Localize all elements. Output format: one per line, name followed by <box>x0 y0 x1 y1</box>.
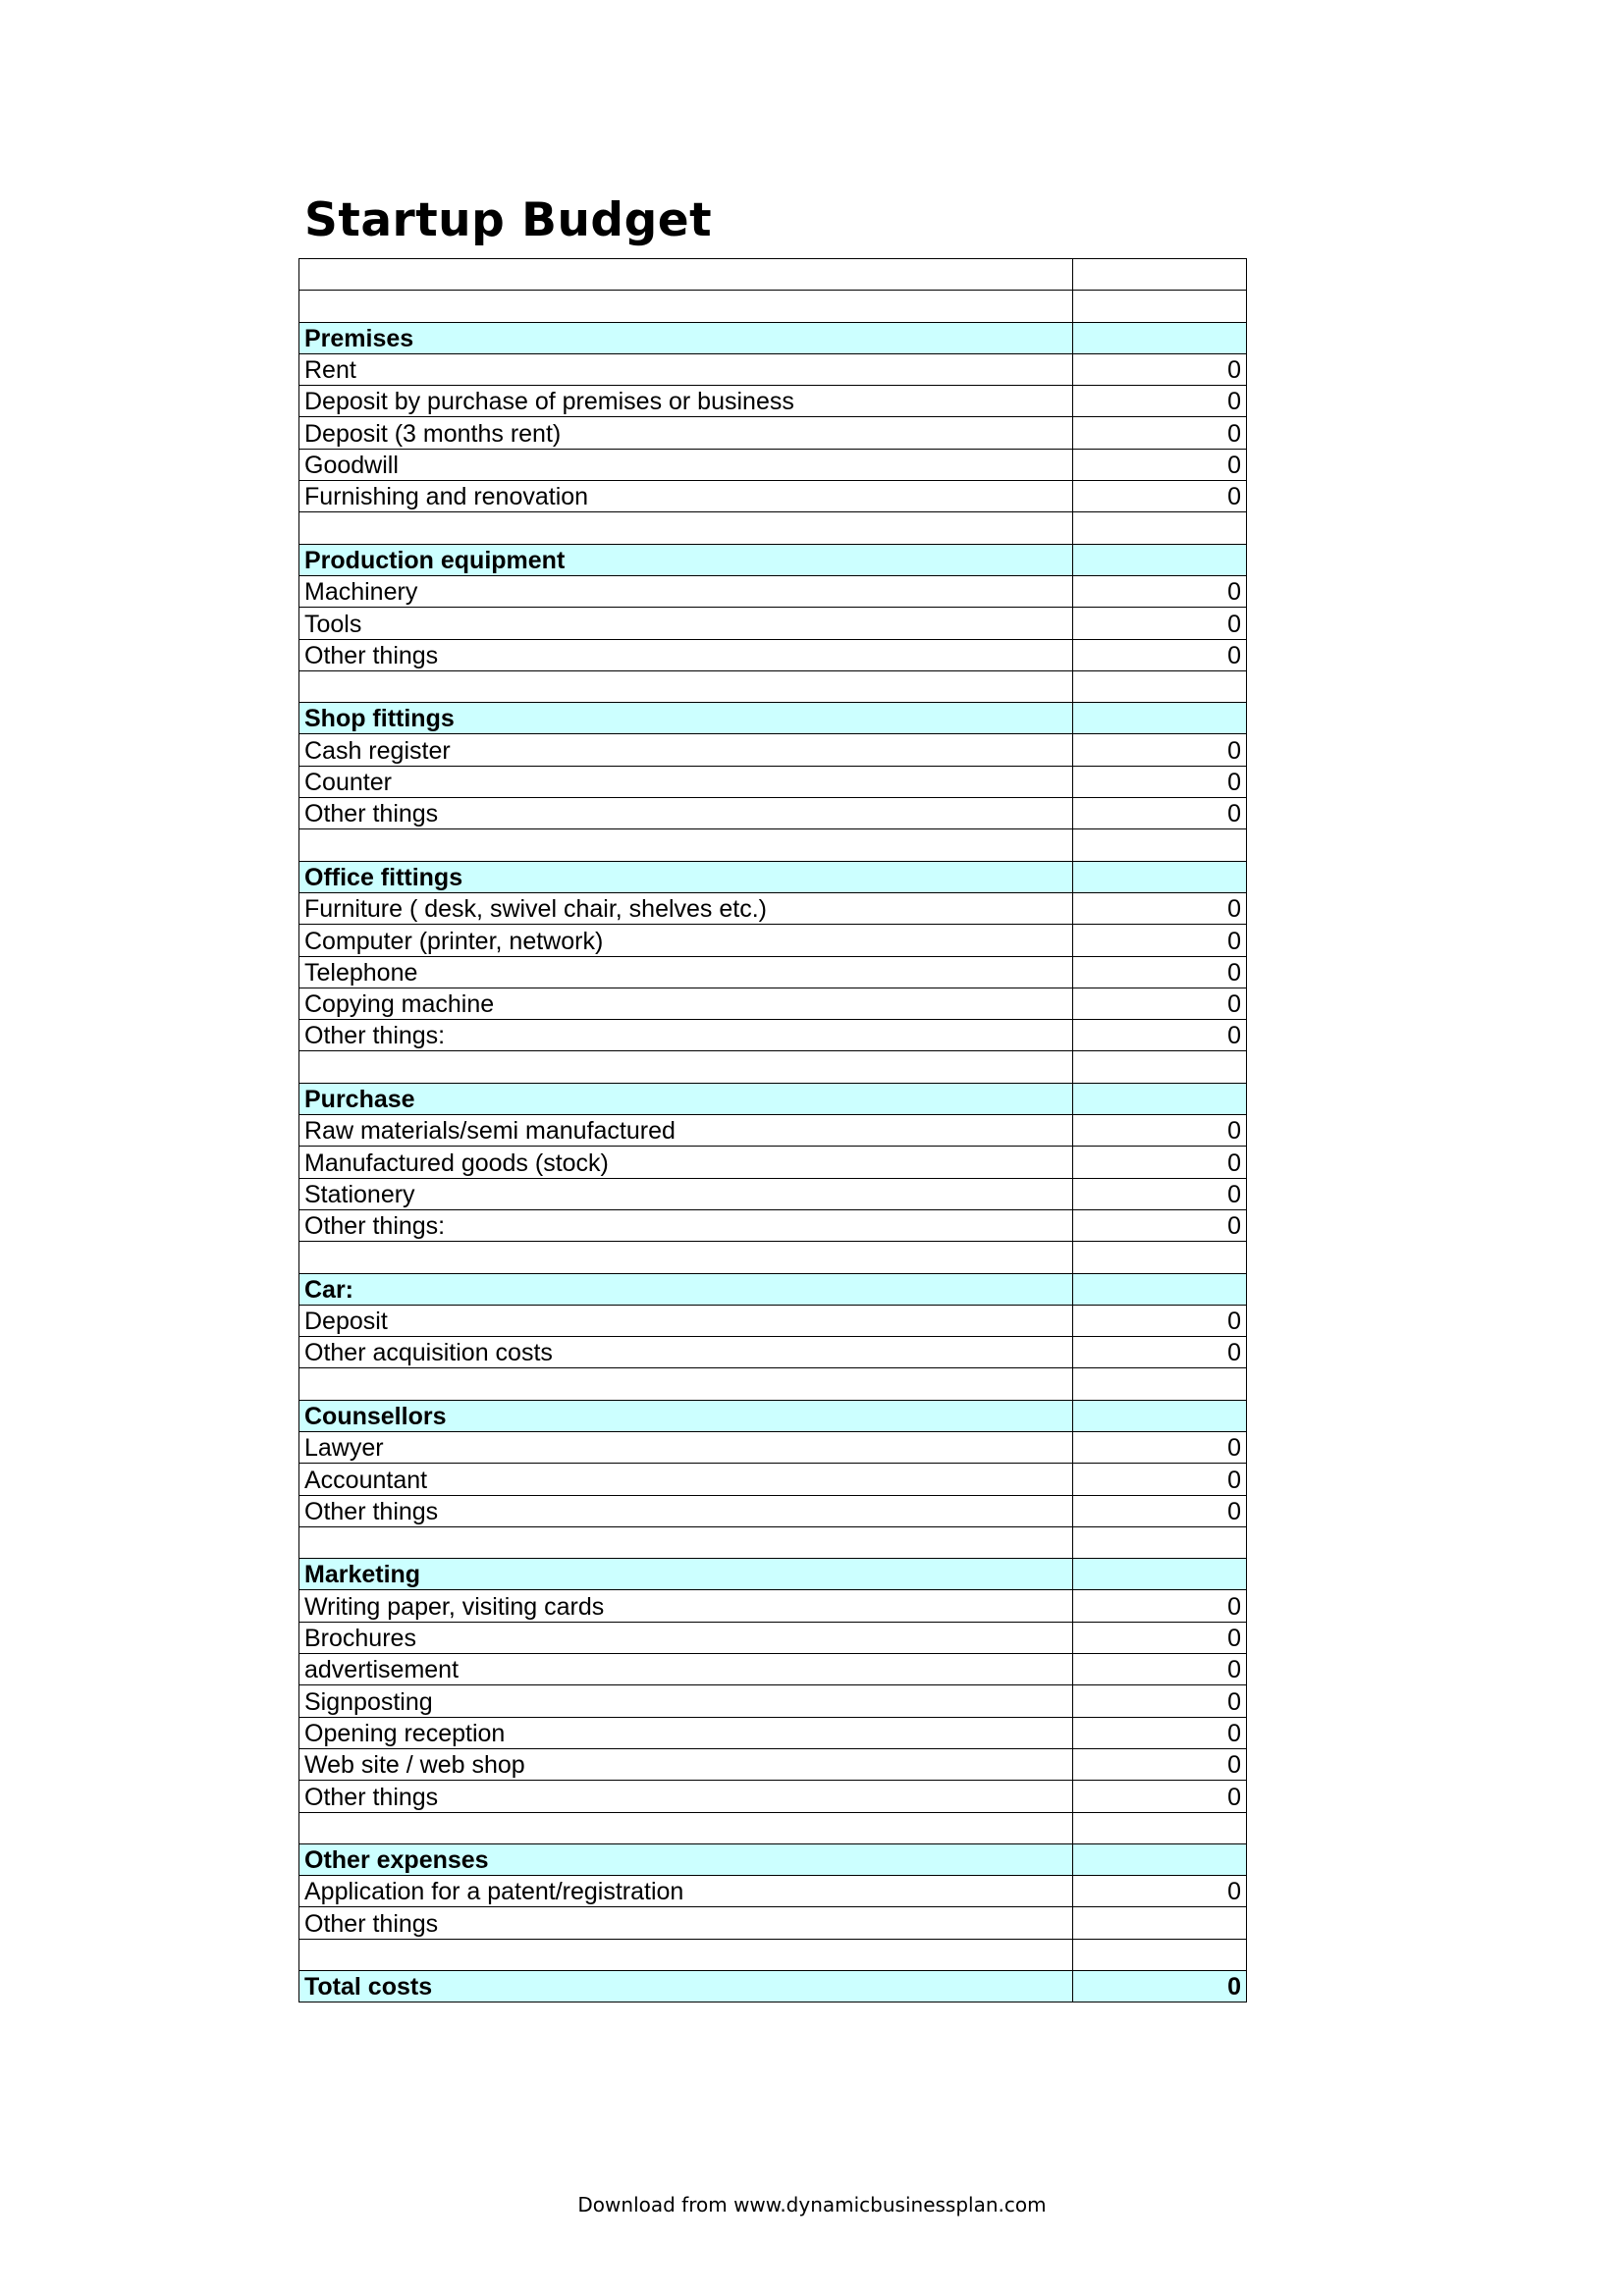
line-item-row <box>299 1147 1247 1178</box>
item-label[interactable]: Other things <box>299 1907 1073 1939</box>
item-label[interactable]: Accountant <box>299 1464 1073 1495</box>
item-amount[interactable]: 0 <box>1073 1305 1247 1336</box>
item-amount[interactable]: 0 <box>1073 608 1247 639</box>
item-label <box>299 512 1073 544</box>
item-amount[interactable]: 0 <box>1073 892 1247 924</box>
item-label <box>299 1526 1073 1558</box>
item-label[interactable]: Other things <box>299 1495 1073 1526</box>
line-item-row <box>299 1654 1247 1685</box>
item-label[interactable]: Other things <box>299 1781 1073 1812</box>
item-amount[interactable]: 0 <box>1073 449 1247 480</box>
total-label: Total costs <box>299 1971 1073 2002</box>
item-amount[interactable]: 0 <box>1073 925 1247 956</box>
item-label[interactable]: Machinery <box>299 575 1073 607</box>
section-header-row <box>299 1559 1247 1590</box>
item-label[interactable]: Raw materials/semi manufactured <box>299 1115 1073 1147</box>
line-item-row <box>299 417 1247 449</box>
section-label: Counsellors <box>299 1400 1073 1431</box>
item-label[interactable]: Web site / web shop <box>299 1748 1073 1780</box>
item-amount[interactable]: 0 <box>1073 1654 1247 1685</box>
line-item-row <box>299 639 1247 670</box>
item-amount[interactable]: 0 <box>1073 1717 1247 1748</box>
item-label[interactable]: Other things: <box>299 1020 1073 1051</box>
item-amount[interactable]: 0 <box>1073 1748 1247 1780</box>
item-label[interactable]: Tools <box>299 608 1073 639</box>
blank-row <box>299 1242 1247 1273</box>
item-label <box>299 1939 1073 1970</box>
item-amount <box>1073 1273 1247 1305</box>
item-amount[interactable]: 0 <box>1073 1020 1247 1051</box>
line-item-row <box>299 1337 1247 1368</box>
item-amount[interactable]: 0 <box>1073 386 1247 417</box>
section-header-row <box>299 1400 1247 1431</box>
line-item-row <box>299 1464 1247 1495</box>
item-amount <box>1073 1559 1247 1590</box>
line-item-row <box>299 1115 1247 1147</box>
blank-row <box>299 259 1247 291</box>
footer-download-note: Download from www.dynamicbusinessplan.com <box>577 2193 1047 2216</box>
total-amount: 0 <box>1073 1971 1247 2002</box>
item-amount <box>1073 1368 1247 1400</box>
line-item-row <box>299 1431 1247 1463</box>
item-label <box>299 670 1073 702</box>
line-item-row <box>299 481 1247 512</box>
line-item-row <box>299 1907 1247 1939</box>
budget-table <box>298 258 1247 2002</box>
blank-row <box>299 829 1247 861</box>
blank-row <box>299 1526 1247 1558</box>
item-amount <box>1073 1843 1247 1875</box>
item-label[interactable]: Rent <box>299 353 1073 385</box>
item-amount <box>1073 670 1247 702</box>
line-item-row <box>299 1622 1247 1653</box>
blank-row <box>299 1368 1247 1400</box>
section-label: Shop fittings <box>299 703 1073 734</box>
item-label[interactable]: Computer (printer, network) <box>299 925 1073 956</box>
item-amount <box>1073 861 1247 892</box>
item-amount[interactable]: 0 <box>1073 353 1247 385</box>
item-label[interactable]: Application for a patent/registration <box>299 1876 1073 1907</box>
section-header-row <box>299 322 1247 353</box>
item-label[interactable]: Deposit by purchase of premises or business <box>299 386 1073 417</box>
item-amount[interactable]: 0 <box>1073 956 1247 988</box>
line-item-row <box>299 1876 1247 1907</box>
item-amount[interactable]: 0 <box>1073 639 1247 670</box>
item-label[interactable]: Opening reception <box>299 1717 1073 1748</box>
line-item-row <box>299 575 1247 607</box>
item-label <box>299 1368 1073 1400</box>
item-label[interactable]: Copying machine <box>299 988 1073 1019</box>
section-label: Premises <box>299 322 1073 353</box>
item-amount[interactable]: 0 <box>1073 1115 1247 1147</box>
section-label: Purchase <box>299 1083 1073 1114</box>
section-header-row <box>299 1273 1247 1305</box>
section-label: Other expenses <box>299 1843 1073 1875</box>
line-item-row <box>299 1495 1247 1526</box>
budget-table-body <box>299 259 1247 2002</box>
line-item-row <box>299 1748 1247 1780</box>
item-amount <box>1073 829 1247 861</box>
line-item-row <box>299 925 1247 956</box>
item-amount[interactable]: 0 <box>1073 798 1247 829</box>
section-label: Car: <box>299 1273 1073 1305</box>
blank-row <box>299 512 1247 544</box>
item-label[interactable]: Lawyer <box>299 1431 1073 1463</box>
item-label <box>299 259 1073 291</box>
section-label: Production equipment <box>299 544 1073 575</box>
line-item-row <box>299 1781 1247 1812</box>
item-amount <box>1073 259 1247 291</box>
item-label[interactable]: Cash register <box>299 734 1073 766</box>
item-label[interactable]: Other things: <box>299 1209 1073 1241</box>
item-label <box>299 1812 1073 1843</box>
item-label[interactable]: Brochures <box>299 1622 1073 1653</box>
item-amount[interactable]: 0 <box>1073 1464 1247 1495</box>
page-title: Startup Budget <box>304 193 713 247</box>
item-amount[interactable]: 0 <box>1073 766 1247 797</box>
item-label[interactable]: Signposting <box>299 1685 1073 1717</box>
line-item-row <box>299 1209 1247 1241</box>
item-label[interactable]: Manufactured goods (stock) <box>299 1147 1073 1178</box>
item-amount[interactable]: 0 <box>1073 1876 1247 1907</box>
line-item-row <box>299 1020 1247 1051</box>
item-label[interactable]: Other things <box>299 639 1073 670</box>
item-amount[interactable]: 0 <box>1073 1622 1247 1653</box>
item-amount[interactable]: 0 <box>1073 1781 1247 1812</box>
item-amount[interactable]: 0 <box>1073 1147 1247 1178</box>
blank-row <box>299 1051 1247 1083</box>
line-item-row <box>299 956 1247 988</box>
item-label[interactable]: Deposit (3 months rent) <box>299 417 1073 449</box>
item-amount[interactable]: 0 <box>1073 734 1247 766</box>
item-label[interactable]: Furniture ( desk, swivel chair, shelves etc.) <box>299 892 1073 924</box>
line-item-row <box>299 1178 1247 1209</box>
blank-row <box>299 670 1247 702</box>
section-header-row <box>299 1843 1247 1875</box>
section-header-row <box>299 703 1247 734</box>
line-item-row <box>299 386 1247 417</box>
line-item-row <box>299 734 1247 766</box>
line-item-row <box>299 988 1247 1019</box>
item-label[interactable]: Other things <box>299 798 1073 829</box>
item-amount <box>1073 291 1247 322</box>
line-item-row <box>299 798 1247 829</box>
item-label[interactable]: Goodwill <box>299 449 1073 480</box>
item-amount[interactable]: 0 <box>1073 1209 1247 1241</box>
line-item-row <box>299 892 1247 924</box>
item-amount <box>1073 1400 1247 1431</box>
item-label <box>299 291 1073 322</box>
item-amount[interactable]: 0 <box>1073 1178 1247 1209</box>
blank-row <box>299 1812 1247 1843</box>
item-amount[interactable]: 0 <box>1073 1590 1247 1622</box>
section-header-row <box>299 544 1247 575</box>
item-label[interactable]: Other acquisition costs <box>299 1337 1073 1368</box>
item-amount[interactable]: 0 <box>1073 417 1247 449</box>
item-label <box>299 1051 1073 1083</box>
line-item-row <box>299 1685 1247 1717</box>
item-amount[interactable]: 0 <box>1073 1337 1247 1368</box>
line-item-row <box>299 1717 1247 1748</box>
line-item-row <box>299 766 1247 797</box>
line-item-row <box>299 608 1247 639</box>
item-label <box>299 829 1073 861</box>
item-label[interactable]: Furnishing and renovation <box>299 481 1073 512</box>
item-label[interactable]: Writing paper, visiting cards <box>299 1590 1073 1622</box>
line-item-row <box>299 449 1247 480</box>
item-label[interactable]: Counter <box>299 766 1073 797</box>
item-amount[interactable]: 0 <box>1073 1685 1247 1717</box>
item-amount <box>1073 1242 1247 1273</box>
item-label <box>299 1242 1073 1273</box>
section-header-row <box>299 861 1247 892</box>
item-amount <box>1073 322 1247 353</box>
section-header-row <box>299 1083 1247 1114</box>
line-item-row <box>299 1590 1247 1622</box>
blank-row <box>299 1939 1247 1970</box>
blank-row <box>299 291 1247 322</box>
item-amount[interactable]: 0 <box>1073 481 1247 512</box>
item-amount <box>1073 703 1247 734</box>
total-row <box>299 1971 1247 2002</box>
item-label[interactable]: Stationery <box>299 1178 1073 1209</box>
item-amount[interactable]: 0 <box>1073 988 1247 1019</box>
item-amount[interactable]: 0 <box>1073 1431 1247 1463</box>
item-label[interactable]: Deposit <box>299 1305 1073 1336</box>
section-label: Office fittings <box>299 861 1073 892</box>
item-amount <box>1073 544 1247 575</box>
item-amount[interactable]: 0 <box>1073 1495 1247 1526</box>
item-label[interactable]: advertisement <box>299 1654 1073 1685</box>
line-item-row <box>299 353 1247 385</box>
line-item-row <box>299 1305 1247 1336</box>
item-amount[interactable]: 0 <box>1073 575 1247 607</box>
item-amount <box>1073 1526 1247 1558</box>
item-amount <box>1073 1939 1247 1970</box>
item-amount <box>1073 1083 1247 1114</box>
item-label[interactable]: Telephone <box>299 956 1073 988</box>
item-amount <box>1073 1812 1247 1843</box>
item-amount[interactable] <box>1073 1907 1247 1939</box>
section-label: Marketing <box>299 1559 1073 1590</box>
item-amount <box>1073 1051 1247 1083</box>
item-amount <box>1073 512 1247 544</box>
